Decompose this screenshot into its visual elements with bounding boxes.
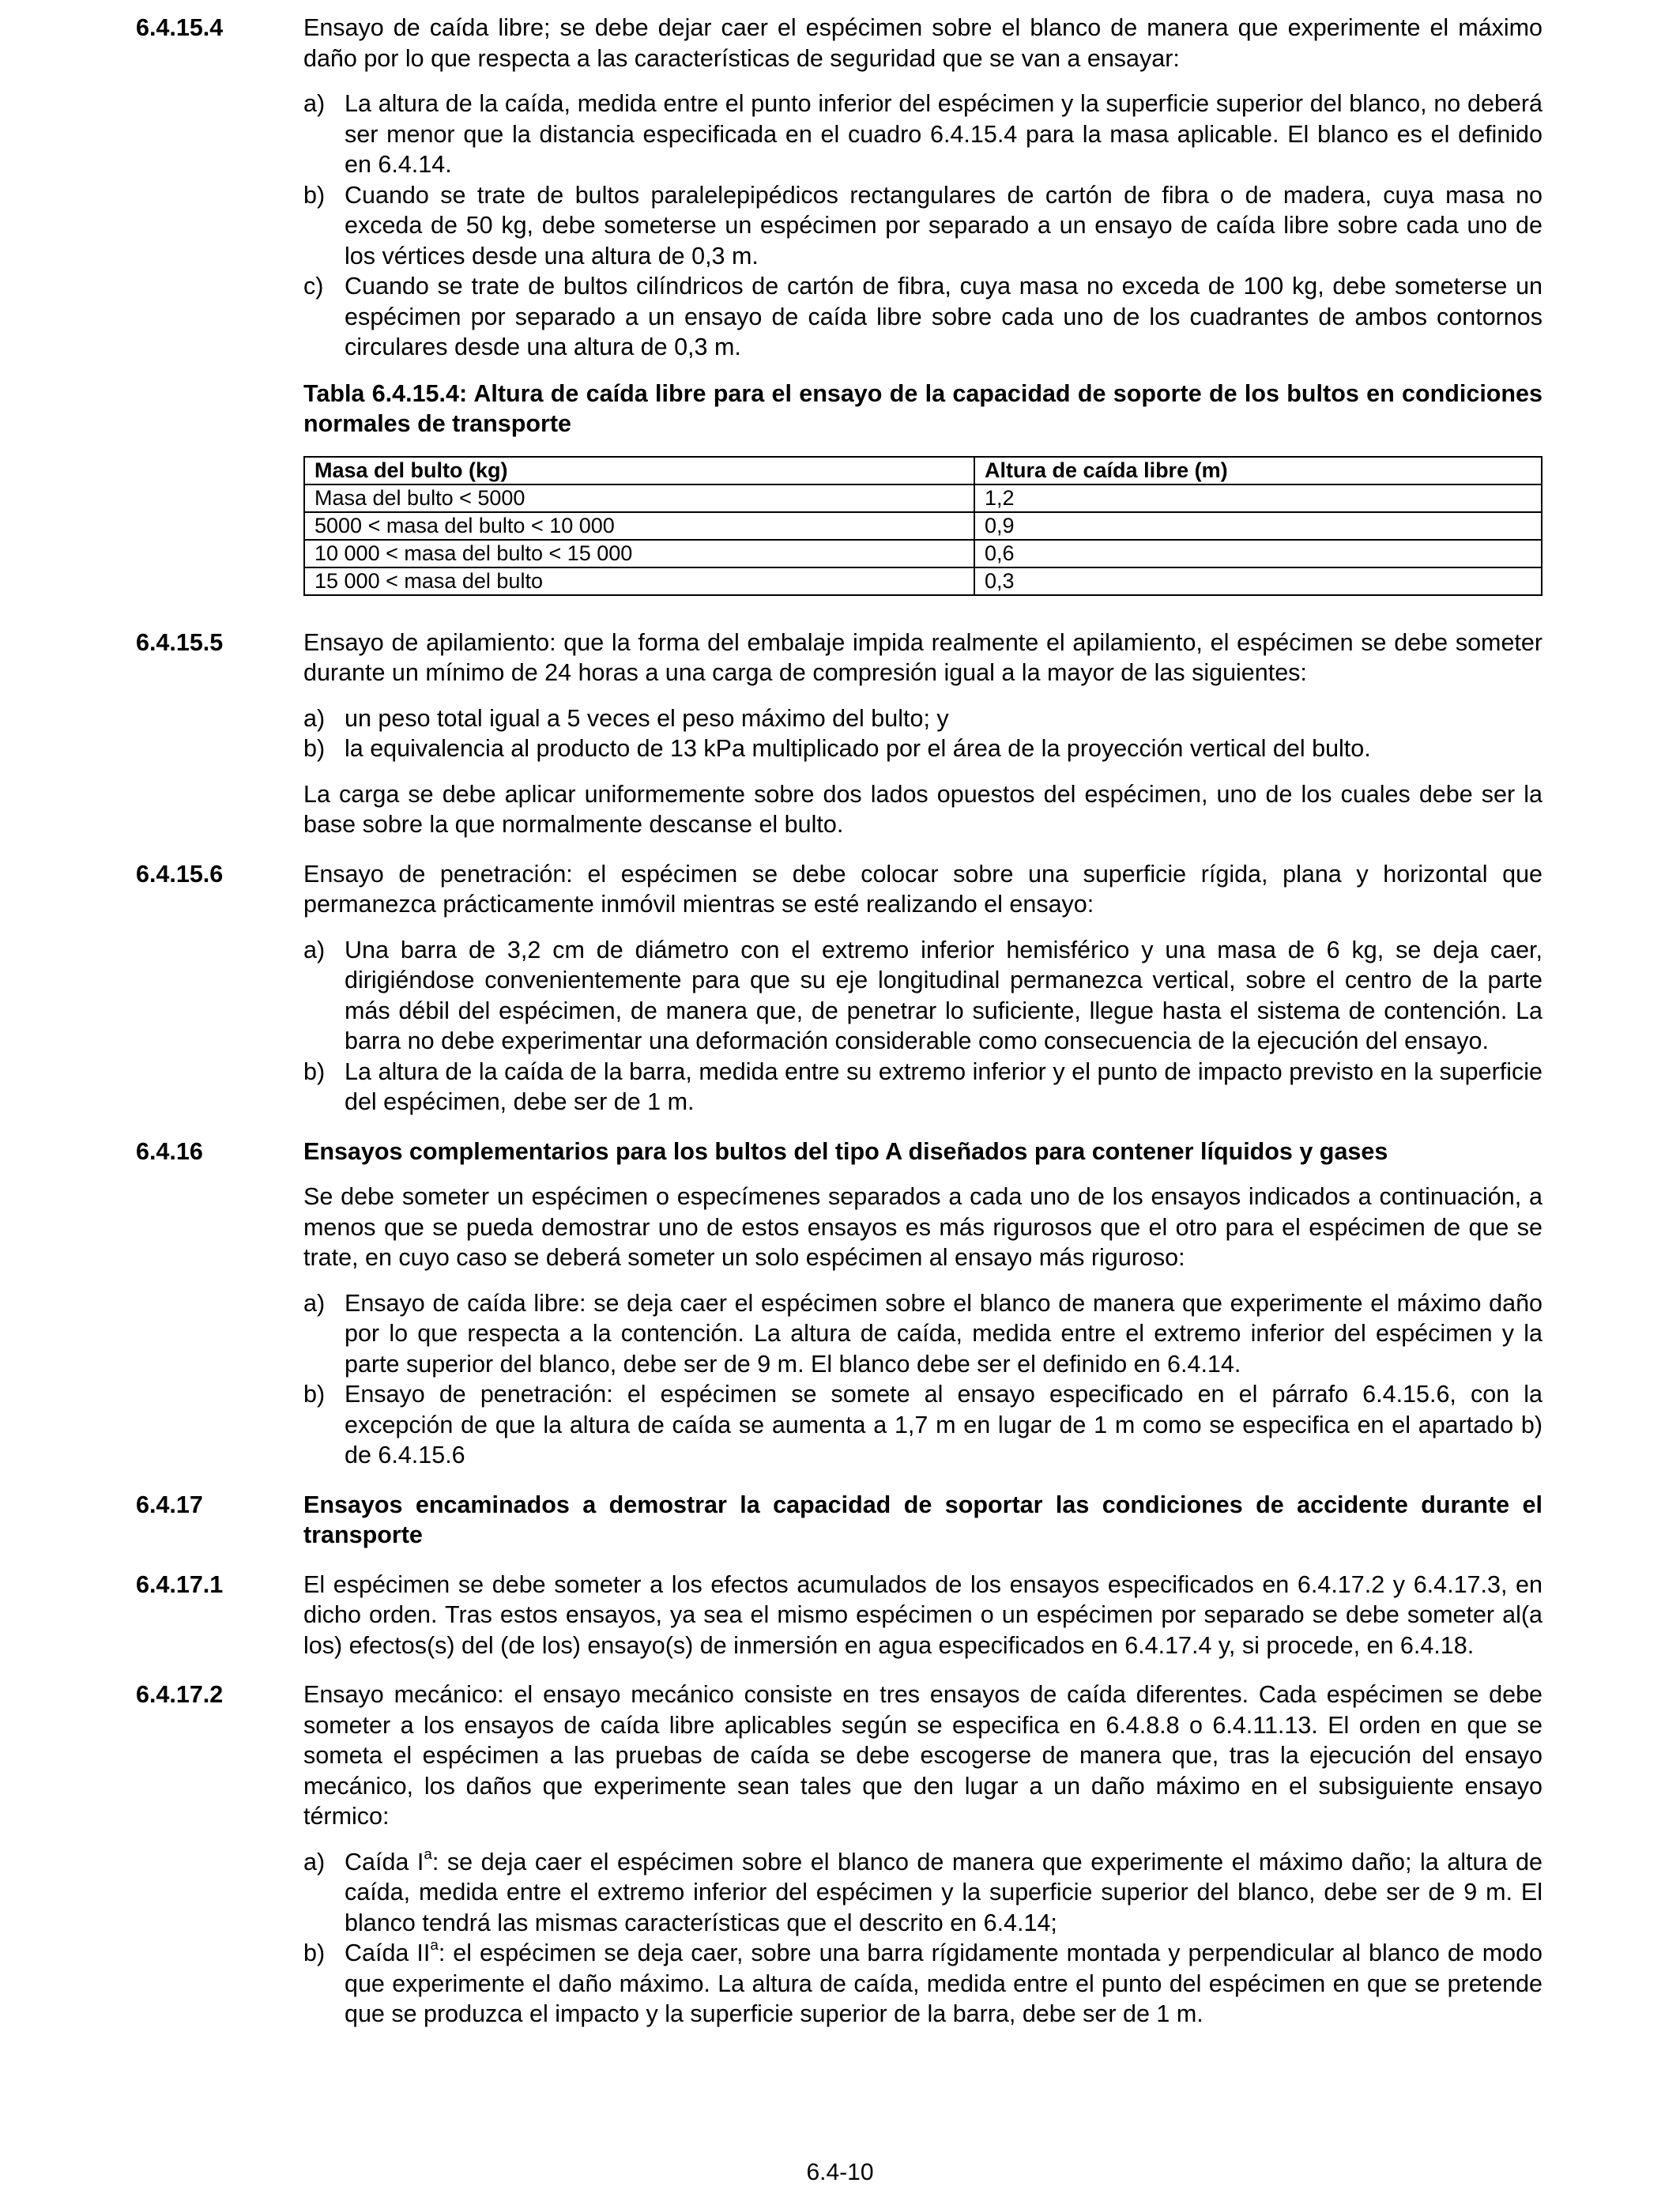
table-header-row [304,457,1542,484]
section-6-4-15-6 [136,859,1543,1118]
section-number: 6.4.16 [136,1137,203,1165]
item-lead: Caída I [345,1848,424,1875]
section-6-4-17-2 [136,1679,1543,2030]
table-cell: 0,9 [974,512,1542,540]
paragraph: Ensayo de caída libre; se debe dejar caer el espécimen sobre el blanco de manera que experimente el máximo daño por lo que respecta a las características de seguridad que se van a ensayar: [303,14,1543,72]
item-label: a) [303,1289,326,1317]
list-item [303,271,1543,363]
table-header-cell: Masa del bulto (kg) [304,457,974,484]
section-number: 6.4.17 [136,1491,203,1518]
item-label: b) [303,735,326,762]
item-list [303,703,1543,764]
paragraph: La carga se debe aplicar uniformemente sobre dos lados opuestos del espécimen, uno de los cuales debe ser la base sobre la que normalmente descanse el bulto. [303,780,1543,838]
table-row [304,540,1542,567]
item-label: c) [303,273,324,300]
section-heading: Ensayos complementarios para los bultos del tipo A diseñados para contener líquidos y gases [303,1137,1388,1165]
item-text: Cuando se trate de bultos paralelepipédicos rectangulares de cartón de fibra o de madera, cuya masa no exceda de 50 kg, debe someterse un espécimen por separado a un ensayo de caída libre sobre cada uno de los vértices desde una altura de 0,3 m. [345,181,1543,270]
section-number: 6.4.15.5 [136,628,224,656]
section-6-4-16 [136,1137,1543,1471]
item-text: La altura de la caída de la barra, medida entre su extremo inferior y el punto de impacto previsto en la superficie del espécimen, debe ser de 1 m. [345,1057,1543,1115]
list-item [303,1938,1543,2030]
item-text: Ensayo de caída libre: se deja caer el espécimen sobre el blanco de manera que experimente el máximo daño por lo que respecta a la contención. La altura de caída, medida entre el extremo inferior del espécimen y la parte superior del blanco, debe ser de 9 m. El blanco debe ser el definido en 6.4.14. [345,1289,1543,1378]
paragraph: Ensayo de apilamiento: que la forma del embalaje impida realmente el apilamiento, el espécimen se debe someter durante un mínimo de 24 horas a una carga de compresión igual a la mayor de las siguientes: [303,628,1543,686]
section-6-4-17-1 [136,1570,1543,1661]
item-text [345,1938,1543,2030]
item-label: a) [303,704,326,732]
item-body: : el espécimen se deja caer, sobre una barra rígidamente montada y perpendicular al blanco de modo que experimente el daño máximo. La altura de caída, medida entre el punto del espécimen en que se pretende que se produzca el impacto y la superficie superior de la barra, debe ser de 1 m. [345,1940,1543,2027]
table-cell: Masa del bulto < 5000 [304,484,974,512]
item-body: : se deja caer el espécimen sobre el blanco de manera que experimente el máximo daño; la altura de caída, medida entre el extremo inferior del espécimen y la superficie superior del blanco, debe ser de 9 m. El blanco tendrá las mismas características que el descrito en 6.4.14; [345,1848,1543,1936]
item-label: a) [303,1848,326,1875]
drop-height-table [303,456,1543,596]
table-cell: 10 000 < masa del bulto < 15 000 [304,540,974,567]
table-caption: Tabla 6.4.15.4: Altura de caída libre para el ensayo de la capacidad de soporte de los bultos en condiciones normales de transporte [303,379,1543,437]
item-text: Una barra de 3,2 cm de diámetro con el extremo inferior hemisférico y una masa de 6 kg, se deja caer, dirigiéndose convenientemente para que su eje longitudinal permanezca vertical, sobre el centro de la parte más débil del espécimen, de manera que, de penetrar lo suficiente, llegue hasta el sistema de contención. La barra no debe experimentar una deformación considerable como consecuencia de la ejecución del ensayo. [345,936,1543,1054]
item-list [303,935,1543,1118]
section-content [303,1490,1543,1551]
section-content [303,1679,1543,2030]
paragraph: El espécimen se debe someter a los efectos acumulados de los ensayos especificados en 6.4.17.2 y 6.4.17.3, en dicho orden. Tras estos ensayos, ya sea el mismo espécimen o un espécimen por separado se debe someter al(a los) efectos(s) del (de los) ensayo(s) de inmersión en agua especificados en 6.4.17.4 y, si procede, en 6.4.18. [303,1570,1543,1659]
item-label: b) [303,1057,326,1085]
table-row [304,567,1542,595]
item-text: Cuando se trate de bultos cilíndricos de cartón de fibra, cuya masa no exceda de 100 kg, debe someterse un espécimen por separado a un ensayo de caída libre sobre cada uno de los cuadrantes de ambos contornos circulares desde una altura de 0,3 m. [345,273,1543,360]
paragraph: Ensayo de penetración: el espécimen se debe colocar sobre una superficie rígida, plana y horizontal que permanezca prácticamente inmóvil mientras se esté realizando el ensayo: [303,860,1543,918]
item-list [303,1847,1543,2030]
table-header-cell: Altura de caída libre (m) [974,457,1542,484]
list-item [303,1288,1543,1380]
table-cell: 5000 < masa del bulto < 10 000 [304,512,974,540]
list-item [303,1379,1543,1471]
section-content [303,628,1543,840]
section-6-4-17 [136,1490,1543,1551]
list-item [303,89,1543,180]
item-lead: Caída II [345,1940,431,1966]
list-item [303,733,1543,764]
section-number: 6.4.15.4 [136,14,224,41]
item-text: Ensayo de penetración: el espécimen se somete al ensayo especificado en el párrafo 6.4.15.6, con la excepción de que la altura de caída se aumenta a 1,7 m en lugar de 1 m como se especifica en el apartado b) de 6.4.15.6 [345,1381,1543,1468]
section-number: 6.4.17.2 [136,1681,224,1708]
table-cell: 0,6 [974,540,1542,567]
table-row [304,512,1542,540]
section-number: 6.4.17.1 [136,1570,224,1598]
item-superscript: a [430,1937,439,1955]
section-number: 6.4.15.6 [136,860,224,888]
item-label: b) [303,181,326,209]
table-cell: 15 000 < masa del bulto [304,567,974,595]
table-cell: 0,3 [974,567,1542,595]
section-6-4-15-4 [136,13,1543,596]
item-label: a) [303,90,326,117]
item-text: un peso total igual a 5 veces el peso máximo del bulto; y [345,704,949,732]
section-6-4-15-5 [136,628,1543,840]
section-content [303,1570,1543,1661]
list-item [303,1847,1543,1939]
section-content [303,13,1543,596]
table-row [304,484,1542,512]
document-page [136,13,1543,2030]
item-list [303,1288,1543,1471]
list-item [303,1057,1543,1118]
paragraph: Ensayo mecánico: el ensayo mecánico consiste en tres ensayos de caída diferentes. Cada espécimen se debe someter a los ensayos de caída libre aplicables según se especifica en 6.4.8.8 o 6.4.11.13. El orden en que se someta el espécimen a las pruebas de caída se debe escogerse de manera que, tras la ejecución del ensayo mecánico, los daños que experimente sean tales que den lugar a un daño máximo en el subsiguiente ensayo térmico: [303,1681,1543,1830]
item-text: La altura de la caída, medida entre el punto inferior del espécimen y la superficie superior del blanco, no deberá ser menor que la distancia especificada en el cuadro 6.4.15.4 para la masa aplicable. El blanco es el definido en 6.4.14. [345,90,1543,178]
item-label: a) [303,936,326,963]
list-item [303,703,1543,734]
item-label: b) [303,1940,326,1966]
item-list [303,89,1543,363]
section-content [303,1137,1543,1471]
section-content [303,859,1543,1118]
page-number: 6.4-10 [806,2159,874,2185]
list-item [303,935,1543,1057]
item-text [345,1847,1543,1939]
paragraph: Se debe someter un espécimen o especímenes separados a cada uno de los ensayos indicados a continuación, a menos que se pueda demostrar uno de estos ensayos es más rigurosos que el otro para el espécimen de que se trate, en cuyo caso se deberá someter un solo espécimen al ensayo más riguroso: [303,1183,1543,1271]
table-cell: 1,2 [974,484,1542,512]
item-superscript: a [424,1845,432,1863]
list-item [303,180,1543,272]
section-heading: Ensayos encaminados a demostrar la capacidad de soportar las condiciones de accidente durante el transporte [303,1491,1543,1548]
item-text: la equivalencia al producto de 13 kPa multiplicado por el área de la proyección vertical del bulto. [345,735,1371,762]
item-label: b) [303,1381,326,1408]
